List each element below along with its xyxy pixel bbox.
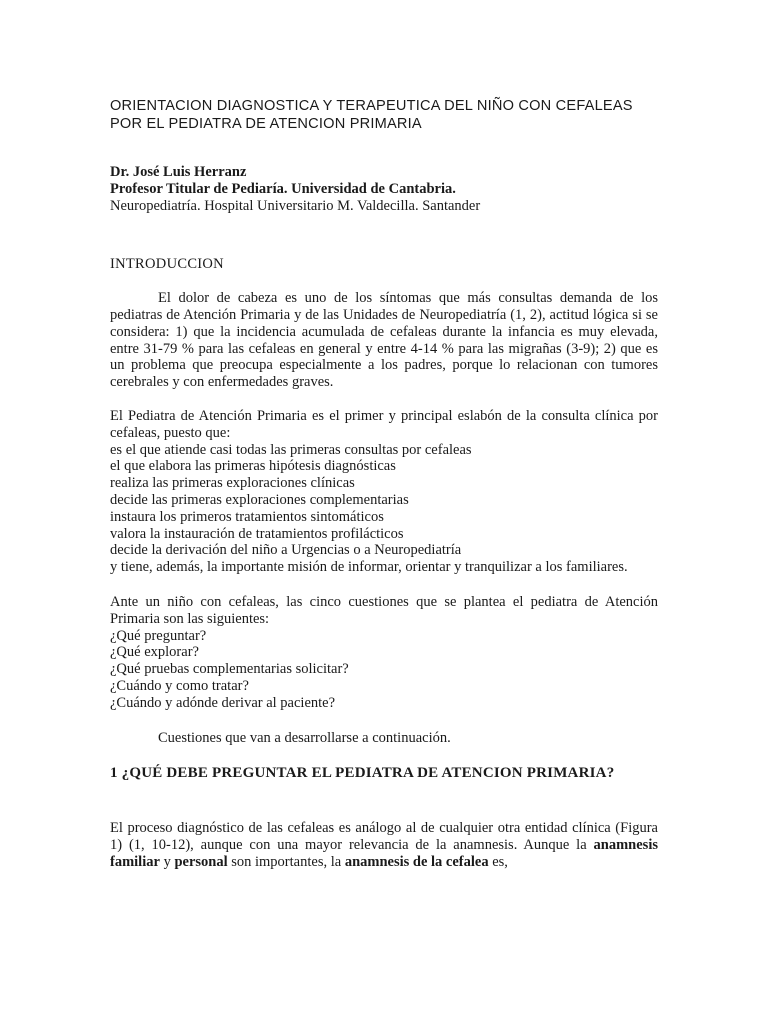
process-text-d: es, (488, 853, 508, 870)
list-item: realiza las primeras exploraciones clínicas (110, 475, 355, 492)
title-line-2: POR EL PEDIATRA DE ATENCION PRIMARIA (110, 115, 422, 132)
list-item: el que elabora las primeras hipótesis diagnósticas (110, 458, 396, 475)
author-block (110, 164, 658, 214)
intro-paragraph: El dolor de cabeza es uno de los síntomas que más consultas demanda de los pediatras de Atención Primaria y de las Unidades de Neuropediatría (1, 2), actitud lógica si se considera: 1) que la incidencia acumulada de cefaleas durante la infancia es muy elevada, entre 31-79 % para las cefaleas en general y entre 4-14 % para las migrañas (3-9); 2) que es un problema que preocupa especialmente a los padres, porque lo relacionan con tumores cerebrales y con enfermedades graves. (110, 290, 658, 391)
process-text-c: son importantes, la (227, 853, 345, 870)
list-item: ¿Qué explorar? (110, 644, 199, 661)
process-text-a: El proceso diagnóstico de las cefaleas es análogo al de cualquier otra entidad clínica (Figura 1) (1, 10-12), aunque con una mayor relevancia de la anamnesis. Aunque la (110, 820, 658, 853)
questions-outro: Cuestiones que van a desarrollarse a continuación. (158, 729, 451, 746)
role-paragraph: El Pediatra de Atención Primaria es el primer y principal eslabón de la consulta clínica por cefaleas, puesto que: (110, 407, 658, 441)
list-item: ¿Cuándo y adónde derivar al paciente? (110, 694, 336, 711)
process-text-b: y (159, 853, 175, 870)
questions-list (110, 628, 658, 712)
role-list (110, 442, 658, 576)
questions-intro: Ante un niño con cefaleas, las cinco cuestiones que se plantea el pediatra de Atención Primaria son las siguientes: (110, 593, 658, 627)
author-affiliation: Neuropediatría. Hospital Universitario M. Valdecilla. Santander (110, 197, 481, 214)
author-position: Profesor Titular de Pediaría. Universidad de Cantabria. (110, 180, 456, 197)
list-item: es el que atiende casi todas las primeras consultas por cefaleas (110, 441, 472, 458)
list-item: valora la instauración de tratamientos profilácticos (110, 525, 404, 542)
list-item: ¿Qué preguntar? (110, 627, 207, 644)
section-title-introduccion: INTRODUCCION (110, 256, 224, 273)
list-item: decide la derivación del niño a Urgencias o a Neuropediatría (110, 542, 462, 559)
list-item: ¿Qué pruebas complementarias solicitar? (110, 661, 349, 678)
author-name: Dr. José Luis Herranz (110, 164, 247, 180)
section-heading-1: 1 ¿QUÉ DEBE PREGUNTAR EL PEDIATRA DE ATENCION PRIMARIA? (110, 765, 615, 782)
process-paragraph (110, 820, 658, 870)
anamnesis-cefalea-term: anamnesis de la cefalea (344, 853, 489, 870)
document-title (110, 98, 658, 133)
list-item: y tiene, además, la importante misión de informar, orientar y tranquilizar a los familiares. (110, 559, 628, 576)
list-item: ¿Cuándo y como tratar? (110, 677, 249, 694)
personal-term: personal (174, 853, 228, 870)
document-page (110, 98, 658, 871)
title-line-1: ORIENTACION DIAGNOSTICA Y TERAPEUTICA DEL NIÑO CON CEFALEAS (110, 98, 633, 114)
list-item: decide las primeras exploraciones complementarias (110, 491, 409, 508)
list-item: instaura los primeros tratamientos sintomáticos (110, 508, 384, 525)
anamnesis-familiar-term: anamnesis familiar (110, 836, 658, 870)
